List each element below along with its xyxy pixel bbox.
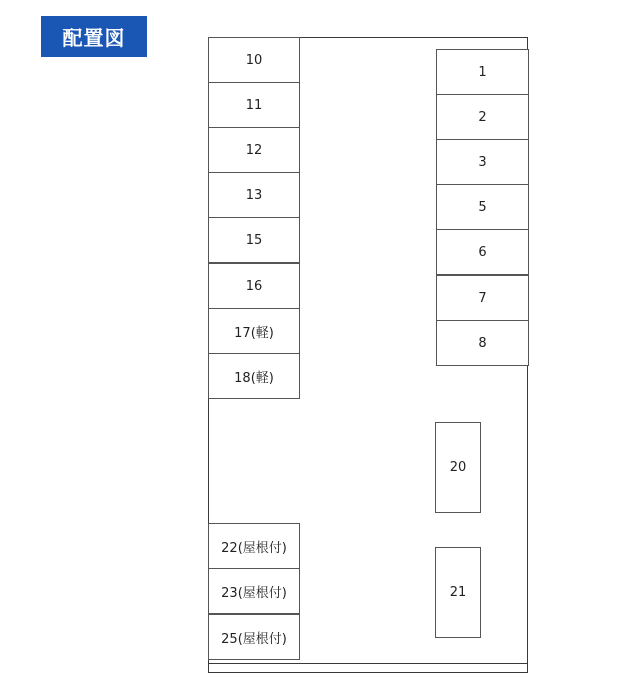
space-18-kei: 18(軽) — [208, 353, 300, 399]
space-25-covered: 25(屋根付) — [208, 614, 300, 660]
space-6: 6 — [436, 229, 529, 275]
space-11: 11 — [208, 82, 300, 128]
space-23-covered: 23(屋根付) — [208, 568, 300, 614]
space-15: 15 — [208, 217, 300, 263]
space-8: 8 — [436, 320, 529, 366]
space-3: 3 — [436, 139, 529, 185]
space-2: 2 — [436, 94, 529, 140]
space-21: 21 — [435, 547, 481, 638]
space-1: 1 — [436, 49, 529, 95]
space-16: 16 — [208, 263, 300, 309]
space-12: 12 — [208, 127, 300, 173]
lot-bottom-line — [208, 663, 528, 664]
space-5: 5 — [436, 184, 529, 230]
space-7: 7 — [436, 275, 529, 321]
space-13: 13 — [208, 172, 300, 218]
space-17-kei: 17(軽) — [208, 308, 300, 354]
space-10: 10 — [208, 37, 300, 83]
page-title: 配置図 — [41, 16, 147, 57]
space-22-covered: 22(屋根付) — [208, 523, 300, 569]
space-20: 20 — [435, 422, 481, 513]
